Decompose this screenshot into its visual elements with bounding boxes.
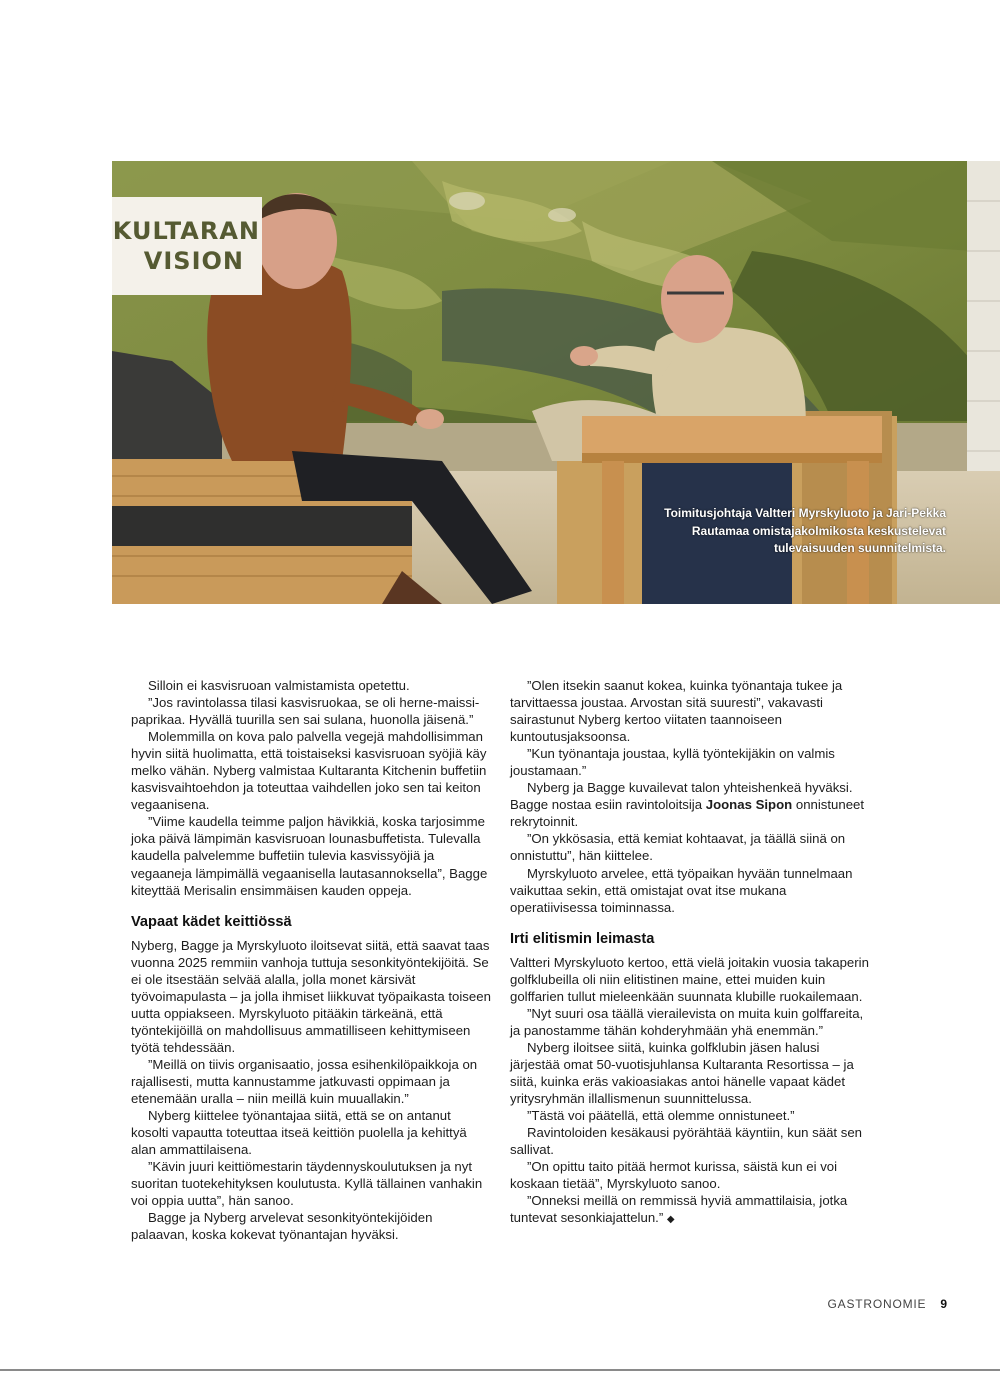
paragraph: Myrskyluoto arvelee, että työpaikan hyvään tunnelmaan vaikuttaa sekin, että omistajat ovat itse mukana operatiivisessa toiminnassa.	[510, 865, 853, 915]
end-mark-icon: ◆	[666, 1214, 675, 1226]
text-run: onnistuneet rekrytoinnit.	[510, 797, 865, 830]
paragraph: ”Kun työnantaja joustaa, kyllä työntekijäkin on valmis joustamaan.”	[510, 746, 835, 779]
paragraph	[510, 1192, 870, 1228]
kultaranta-vision-sign	[112, 197, 262, 295]
page-number: 9	[940, 1297, 947, 1311]
paragraph: ”Viime kaudella teimme paljon hävikkiä, koska tarjosimme joka päivä lämpimän kasvisruoan lounasbuffetista. Tulevalla kaudella palvelemme buffetiin tulevia kasvissyöjiä ja vegaaneja lämpimällä vegaanisella lautasannoksella”, Bagge kiteyttää Merisalin ensimmäisen kauden oppeja.	[131, 814, 488, 898]
left-column	[131, 677, 491, 1243]
text-run: ”Onneksi meillä on remmissä hyviä ammattilaisia, jotka tuntevat sesonkiajattelun.”	[510, 1193, 848, 1226]
paragraph: Nyberg, Bagge ja Myrskyluoto iloitsevat siitä, että saavat taas vuonna 2025 remmiin vanhoja tuttuja sesonkityöntekijöitä. Se ei ole itsestään selvää alalla, jolla monet kärsivät työvoimapulasta – ja jolla ihmiset liikkuvat työpaikasta toiseen uutta oppiakseen. Myrskyluoto pitääkin tärkeänä, että työntekijöillä on mahdollisuus ammatilliseen kehittymiseen työtä tehdessään.	[131, 937, 491, 1055]
paragraph: Nyberg iloitsee siitä, kuinka golfklubin jäsen halusi järjestää omat 50-vuotisjuhlansa Kultaranta Resortissa – ja siitä, kuinka eräs vakioasiakas antoi hänelle vapaat kädet yritysryhmän illallismenun suunnittelussa.	[510, 1039, 854, 1107]
bottom-divider	[0, 1369, 1000, 1371]
section-name: GASTRONOMIE	[827, 1297, 927, 1311]
text-run: Nyberg ja Bagge kuvailevat talon yhteishenkeä hyväksi. Bagge nostaa esiin ravintoloitsija	[510, 780, 853, 813]
paragraph: ”Jos ravintolassa tilasi kasvisruokaa, se oli herne-maissi-paprikaa. Hyvällä tuurilla sen sai sulana, huonolla jäisenä.”	[131, 695, 480, 728]
right-column	[510, 677, 870, 1228]
section-heading: Irti elitismin leimasta	[510, 930, 655, 947]
section-heading: Vapaat kädet keittiössä	[131, 913, 292, 930]
sign-text-line-2: VISION	[143, 247, 244, 275]
paragraph	[510, 779, 870, 830]
photo-caption: Toimitusjohtaja Valtteri Myrskyluoto ja Jari-Pekka Rautamaa omistajakolmikosta keskustelevat tulevaisuuden suunnitelmista.	[664, 506, 946, 555]
paragraph: ”Nyt suuri osa täällä vierailevista on muita kuin golffareita, ja panostamme tähän kohderyhmään yhä enemmän.”	[510, 1005, 864, 1038]
bold-name: Joonas Sipon	[705, 797, 793, 813]
page-footer	[828, 1297, 948, 1311]
paragraph: ”On opittu taito pitää hermot kurissa, säistä kun ei voi koskaan tietää”, Myrskyluoto sanoo.	[510, 1159, 838, 1192]
paragraph: Ravintoloiden kesäkausi pyörähtää käyntiin, kun säät sen sallivat.	[510, 1125, 863, 1158]
paragraph: Valtteri Myrskyluoto kertoo, että vielä joitakin vuosia takaperin golfklubeilla oli niin elitistinen maine, ettei muiden kuin golffarien tullut mieleenkään suunnata klubille ruokailemaan.	[510, 954, 869, 1004]
paragraph: ”Tästä voi päätellä, että olemme onnistuneet.”	[527, 1108, 795, 1124]
paragraph: ”On ykkösasia, että kemiat kohtaavat, ja täällä siinä on onnistuttu”, hän kiittelee.	[510, 831, 846, 864]
paragraph: ”Meillä on tiivis organisaatio, jossa esihenkilöpaikkoja on rajallisesti, mutta kannustamme jatkuvasti oppimaan ja etenemään uralla – niin meillä kuin muuallakin.”	[131, 1056, 478, 1107]
article-photo	[112, 161, 1000, 604]
paragraph: Nyberg kiittelee työnantajaa siitä, että se on antanut kosolti vapautta toteuttaa itseä keittiön puolella ja kehittyä alan ammattilaisena.	[131, 1108, 467, 1158]
paragraph: ”Kävin juuri keittiömestarin täydennyskoulutuksen ja nyt suoritan tuotekehityksen koulutusta. Kyllä tällainen vanhakin voi oppia uutta”, hän sanoo.	[131, 1159, 483, 1209]
paragraph: Bagge ja Nyberg arvelevat sesonkityöntekijöiden palaavan, koska kokevat työnantajan hyväksi.	[131, 1210, 433, 1243]
paragraph: ”Olen itsekin saanut kokea, kuinka työnantaja tukee ja tarvittaessa joustaa. Arvostan sitä suuresti”, vakavasti sairastunut Nyberg kertoo viitaten taannoiseen kuntoutusjaksoonsa.	[510, 678, 843, 745]
paragraph: Molemmilla on kova palo palvella vegejä mahdollisimman hyvin siitä huolimatta, että toistaiseksi kasvisruoan syöjiä käy melko vähän. Nyberg valmistaa Kultaranta Kitchenin buffetiin kasvisvaihtoehdon ja toteuttaa vaihdellen joko sen tai keiton vegaanisena.	[131, 729, 487, 813]
paragraph: Silloin ei kasvisruoan valmistamista opetettu.	[148, 678, 410, 693]
sign-text-line-1: KULTARAN	[112, 217, 260, 245]
